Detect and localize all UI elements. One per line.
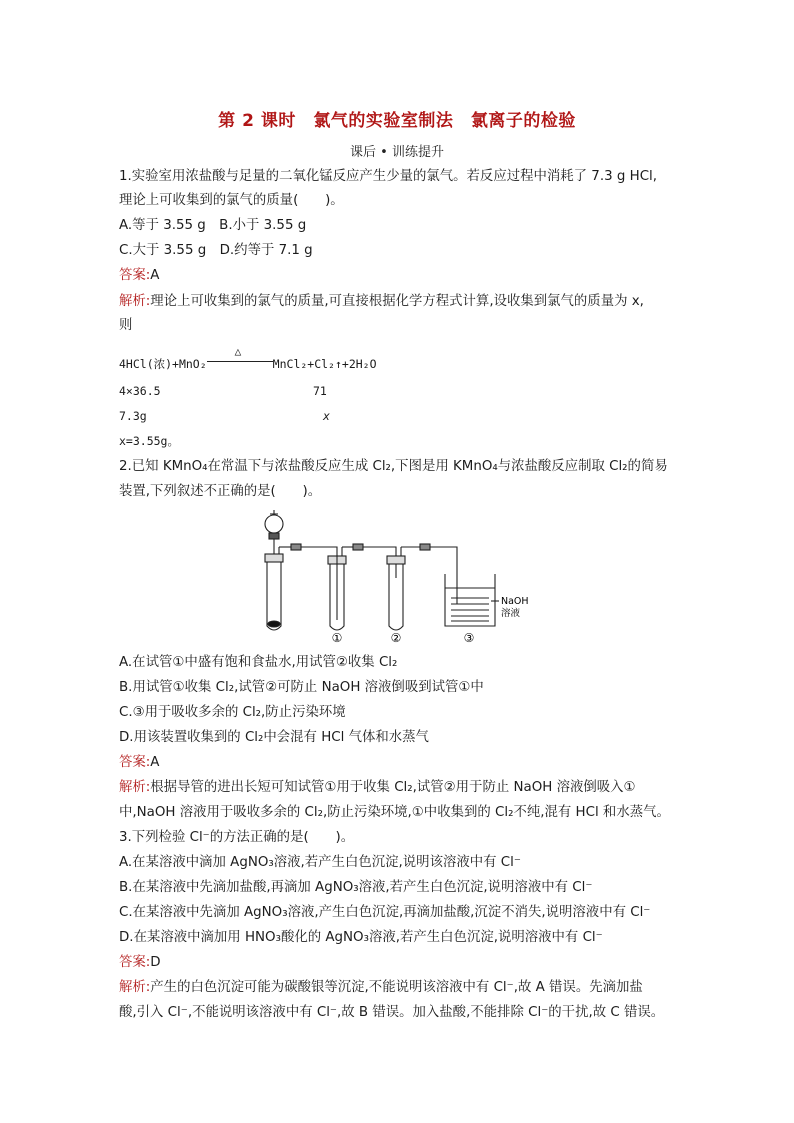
q3-analysis-line2: 酸,引入 Cl⁻,不能说明该溶液中有 Cl⁻,故 B 错误。加入盐酸,不能排除 Cl⁻的干扰,故 C 错误。 xyxy=(119,1005,665,1020)
q3-stem: 3.下列检验 Cl⁻的方法正确的是( )。 xyxy=(119,830,355,845)
answer-value: D xyxy=(150,955,161,970)
q1-analysis-line2: 则 xyxy=(119,318,133,333)
q2-option-a: A.在试管①中盛有饱和食盐水,用试管②收集 Cl₂ xyxy=(119,655,398,670)
answer-label: 答案: xyxy=(119,955,151,970)
analysis-label: 解析: xyxy=(119,294,151,309)
analysis-text: 产生的白色沉淀可能为碳酸银等沉淀,不能说明该溶液中有 Cl⁻,故 A 错误。先滴加盐 xyxy=(150,980,643,995)
q3-analysis-line1 xyxy=(119,979,643,997)
beaker-label-3: ③ xyxy=(463,631,475,645)
q2-stem-line2: 装置,下列叙述不正确的是( )。 xyxy=(119,484,322,499)
mass-row-right: x xyxy=(323,409,330,423)
q2-analysis-line1 xyxy=(119,779,636,797)
q1-options-ab: A.等于 3.55 g B.小于 3.55 g xyxy=(119,218,307,233)
q3-option-b: B.在某溶液中先滴加盐酸,再滴加 AgNO₃溶液,若产生白色沉淀,说明溶液中有 Cl⁻ xyxy=(119,880,593,895)
equation-result: x=3.55g。 xyxy=(119,434,179,448)
answer-label: 答案: xyxy=(119,268,151,283)
q2-option-b: B.用试管①收集 Cl₂,试管②可防止 NaOH 溶液倒吸到试管①中 xyxy=(119,680,484,695)
answer-value: A xyxy=(150,755,160,770)
equation-products: MnCl₂+Cl₂↑+2H₂O xyxy=(272,357,377,371)
q2-analysis-line2: 中,NaOH 溶液用于吸收多余的 Cl₂,防止污染环境,①中收集到的 Cl₂不纯,混有 HCl 和水蒸气。 xyxy=(119,805,670,820)
q3-option-c: C.在某溶液中先滴加 AgNO₃溶液,产生白色沉淀,再滴加盐酸,沉淀不消失,说明溶液中有 Cl⁻ xyxy=(119,905,651,920)
tube-label-1: ① xyxy=(331,631,343,645)
q3-option-a: A.在某溶液中滴加 AgNO₃溶液,若产生白色沉淀,说明该溶液中有 Cl⁻ xyxy=(119,855,521,870)
mass-row-left: 7.3g xyxy=(119,409,147,423)
naoh-label: NaOH xyxy=(501,596,529,607)
q3-option-d: D.在某溶液中滴加用 HNO₃酸化的 AgNO₃溶液,若产生白色沉淀,说明溶液中有 Cl⁻ xyxy=(119,930,603,945)
ratio-row-left: 4×36.5 xyxy=(119,384,161,398)
solution-label: 溶液 xyxy=(501,608,521,619)
apparatus-figure xyxy=(255,508,545,648)
q1-options-cd: C.大于 3.55 g D.约等于 7.1 g xyxy=(119,243,313,258)
q1-stem-line2: 理论上可收集到的氯气的质量( )。 xyxy=(119,193,344,208)
q2-option-d: D.用该装置收集到的 Cl₂中会混有 HCl 气体和水蒸气 xyxy=(119,730,429,745)
page-title: 第 2 课时 氯气的实验室制法 氯离子的检验 xyxy=(218,111,576,131)
analysis-text: 根据导管的进出长短可知试管①用于收集 Cl₂,试管②用于防止 NaOH 溶液倒吸入① xyxy=(150,780,636,795)
q2-option-c: C.③用于吸收多余的 Cl₂,防止污染环境 xyxy=(119,705,346,720)
analysis-text: 理论上可收集到的氯气的质量,可直接根据化学方程式计算,设收集到氯气的质量为 x, xyxy=(150,294,644,309)
answer-value: A xyxy=(150,268,160,283)
q1-answer xyxy=(119,267,159,285)
q2-stem-line1: 2.已知 KMnO₄在常温下与浓盐酸反应生成 Cl₂,下图是用 KMnO₄与浓盐酸反应制取 Cl₂的简易 xyxy=(119,459,668,474)
analysis-label: 解析: xyxy=(119,980,151,995)
heat-arrow xyxy=(207,344,273,372)
q2-answer xyxy=(119,754,159,772)
q1-analysis-line1 xyxy=(119,293,644,311)
chemical-equation xyxy=(119,344,377,372)
section-subtitle: 课后 • 训练提升 xyxy=(350,145,444,160)
answer-label: 答案: xyxy=(119,755,151,770)
analysis-label: 解析: xyxy=(119,780,151,795)
q3-answer xyxy=(119,954,161,972)
q1-stem-line1: 1.实验室用浓盐酸与足量的二氧化锰反应产生少量的氯气。若反应过程中消耗了 7.3 g HCl, xyxy=(119,169,658,184)
equation-reactants: 4HCl(浓)+MnO₂ xyxy=(119,357,207,371)
heat-symbol: △ xyxy=(234,344,242,358)
tube-label-2: ② xyxy=(390,631,402,645)
ratio-row-right: 71 xyxy=(313,384,327,398)
